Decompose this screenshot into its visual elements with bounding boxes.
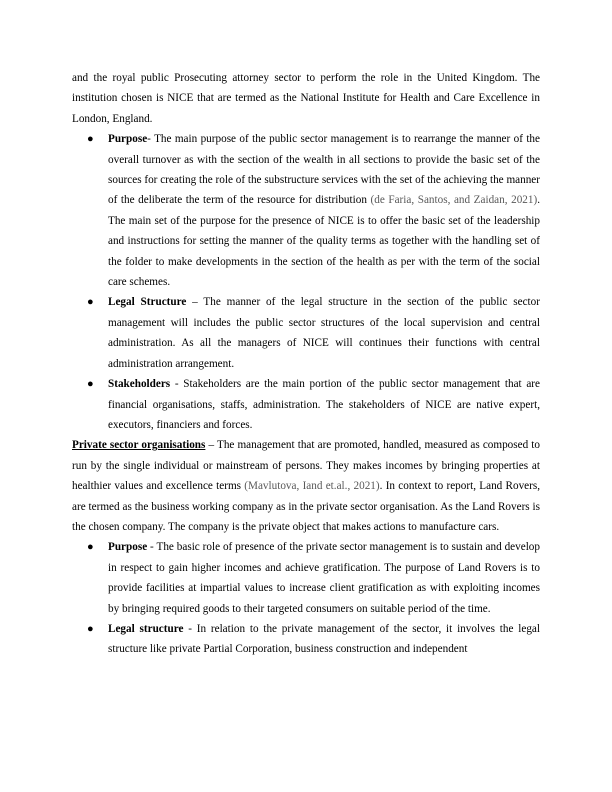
bullet-dot-icon: ● — [87, 622, 94, 635]
bullet-stakeholders-public — [72, 374, 540, 435]
section-heading: Private sector organisations — [72, 439, 206, 452]
document-page — [72, 68, 540, 660]
bullet-term: Stakeholders — [108, 378, 171, 391]
public-sector-bullet-list — [72, 129, 540, 435]
bullet-term: Purpose — [108, 133, 148, 146]
citation: (de Faria, Santos, and Zaidan, 2021) — [370, 194, 538, 207]
bullet-term: Purpose — [108, 541, 148, 554]
bullet-text: In relation to the private management of the sector, it involves the legal structure like private Partial Corporation, business construction and independent — [108, 622, 540, 656]
bullet-dot-icon: ● — [87, 296, 94, 309]
bullet-legal-structure-public — [72, 292, 540, 374]
bullet-text: The basic role of presence of the private sector management is to sustain and develop in respect to gain higher incomes and achieve gratification. The purpose of Land Rovers is to provide facilities at impartial values to increase client gratification as with exploiting incomes by bringing required goods to their targeted consumers on suitable period of the time. — [108, 541, 540, 615]
private-sector-bullet-list — [72, 537, 540, 659]
bullet-separator: – — [186, 296, 204, 309]
bullet-separator: - — [147, 133, 155, 146]
bullet-separator: - — [170, 378, 184, 391]
intro-paragraph: and the royal public Prosecuting attorney sector to perform the role in the United Kingdom. The institution chosen is NICE that are termed as the National Institute for Health and Care Excellence in London, England. — [72, 72, 540, 125]
bullet-separator: - — [183, 622, 197, 635]
bullet-text: The manner of the legal structure in the section of the public sector management will includes the public sector structures of the local supervision and central administration. As all the managers of NICE will continues their functions with central administration arrangement. — [108, 296, 540, 370]
citation: (Mavlutova, Iand et.al., 2021) — [244, 480, 380, 493]
bullet-dot-icon: ● — [87, 541, 94, 554]
bullet-text-continued: . The main set of the purpose for the presence of NICE is to offer the basic set of the leadership and instructions for setting the manner of the quality terms as together with the handling set of the folder to make developments in the section of the health as per with the term of the social care schemes. — [108, 194, 540, 289]
private-sector-paragraph — [72, 435, 540, 537]
bullet-purpose-private — [72, 537, 540, 619]
bullet-text: The main purpose of the public sector management is to rearrange the manner of the overall turnover as with the section of the wealth in all sections to provide the basic set of the sources for creating the role of the substructure services with the set of the achieving the manner of the deliberate the term of the resource for distribution — [108, 133, 540, 207]
bullet-term: Legal structure — [108, 622, 184, 635]
bullet-legal-structure-private — [72, 619, 540, 660]
paragraph-text-continued: . In context to report, Land Rovers, are termed as the business working company as in the private sector organisation. As the Land Rovers is the chosen company. The company is the private object that makes actions to manufacture cars. — [72, 480, 541, 533]
bullet-purpose-public — [72, 129, 540, 292]
bullet-dot-icon: ● — [87, 378, 94, 391]
paragraph-text: The management that are promoted, handled, measured as composed to run by the single individual or mainstream of persons. They makes incomes by bringing properties at healthier values and excellence terms — [72, 439, 540, 493]
heading-separator: – — [205, 439, 217, 452]
bullet-text: Stakeholders are the main portion of the public sector management that are financial organisations, staffs, administration. The stakeholders of NICE are native expert, executors, financiers and forces. — [108, 378, 540, 431]
bullet-separator: - — [147, 541, 157, 554]
bullet-dot-icon: ● — [87, 133, 94, 146]
bullet-term: Legal Structure — [108, 296, 187, 309]
